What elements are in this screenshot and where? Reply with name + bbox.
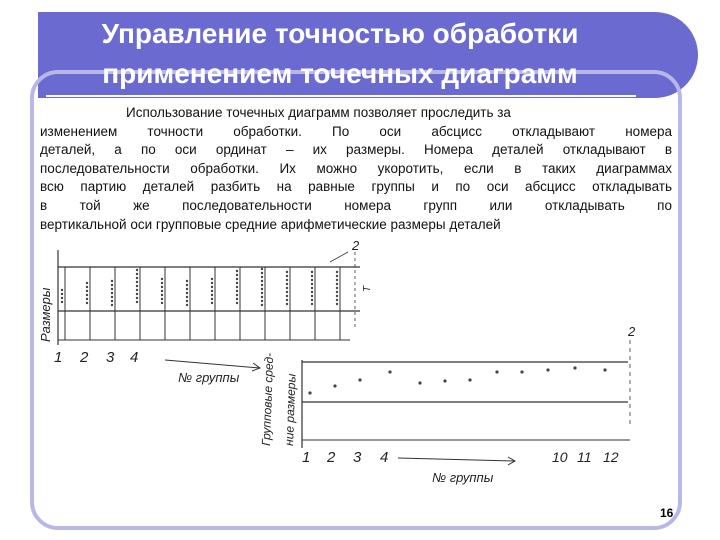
data-dot — [311, 275, 313, 277]
data-dot — [236, 294, 238, 296]
data-dot — [111, 292, 113, 294]
description-line: последовательности обработки. Их можно укоротить, если в таких диаграммах — [40, 160, 672, 176]
diagram-2-x-tick: 1 — [302, 449, 311, 466]
description-line: Использование точечных диаграмм позволяет проследить за — [126, 105, 511, 120]
data-dot — [336, 279, 338, 281]
data-dot — [261, 276, 263, 278]
data-dot — [161, 290, 163, 292]
group-mean-dot — [603, 368, 606, 371]
diagram-1-marker-label: 2 — [352, 238, 360, 253]
diagram-1 — [58, 250, 360, 371]
data-dot — [336, 283, 338, 285]
data-dot — [311, 287, 313, 289]
diagram-2-y-label-line-2: ние размеры — [282, 373, 299, 447]
diagram-1-x-tick: 2 — [80, 349, 89, 366]
diagram-1-y-label: Размеры — [38, 287, 53, 342]
description-line: вертикальной оси групповые средние арифметические размеры деталей — [40, 216, 501, 232]
data-dot — [286, 283, 288, 285]
diagram-2-x-tick: 3 — [353, 449, 362, 466]
data-dot — [311, 303, 313, 305]
group-mean-dot — [358, 378, 361, 381]
data-dot — [236, 278, 238, 280]
page-number: 16 — [660, 506, 674, 520]
group-mean-dot — [388, 370, 391, 373]
data-dot — [61, 289, 63, 291]
data-dot — [186, 292, 188, 294]
data-dot — [61, 301, 63, 303]
data-dot — [161, 286, 163, 288]
data-dot — [311, 283, 313, 285]
data-dot — [236, 274, 238, 276]
data-dot — [136, 273, 138, 275]
diagram-2-x-tick: 2 — [327, 449, 336, 466]
data-dot — [236, 298, 238, 300]
data-dot — [286, 271, 288, 273]
description-line: деталей, а по оси ординат – их размеры. Номера деталей откладывают в — [40, 142, 672, 158]
diagram-2 — [302, 340, 630, 465]
diagram-1-x-label: № группы — [178, 370, 240, 385]
data-dot — [336, 303, 338, 305]
data-dot — [311, 291, 313, 293]
data-dot — [111, 284, 113, 286]
data-dot — [336, 295, 338, 297]
data-dot — [286, 287, 288, 289]
data-dot — [261, 296, 263, 298]
description-line: в той же последовательности номера групп или откладывать по — [40, 197, 672, 213]
slide-title-line-2: применением точечных диаграмм — [102, 58, 578, 89]
group-mean-dot — [418, 381, 421, 384]
data-dot — [211, 278, 213, 280]
data-dot — [236, 270, 238, 272]
data-dot — [261, 268, 263, 270]
data-dot — [286, 291, 288, 293]
diagram-1-leader — [330, 252, 348, 262]
diagram-1-x-tick: 1 — [54, 349, 63, 366]
data-dot — [236, 286, 238, 288]
data-dot — [186, 296, 188, 298]
diagram-1-x-arrow — [165, 360, 260, 368]
data-dot — [211, 302, 213, 304]
group-mean-dot — [495, 370, 498, 373]
group-mean-dot — [546, 368, 549, 371]
data-dot — [161, 278, 163, 280]
data-dot — [311, 279, 313, 281]
data-dot — [211, 282, 213, 284]
data-dot — [86, 302, 88, 304]
data-dot — [236, 290, 238, 292]
diagram-2-x-tick: 12 — [603, 449, 619, 465]
data-dot — [111, 304, 113, 306]
data-dot — [136, 293, 138, 295]
diagram-2-x-arrow — [398, 458, 515, 461]
slide-title-line-1: Управление точностью обработки — [101, 18, 579, 49]
data-dot — [86, 286, 88, 288]
data-dot — [61, 293, 63, 295]
data-dot — [111, 296, 113, 298]
diagram-2-x-tick: 10 — [552, 449, 568, 465]
diagram-2-x-tick: 4 — [380, 449, 389, 466]
description-line: изменением точности обработки. По оси абсцисс откладывают номера — [40, 123, 672, 139]
data-dot — [286, 279, 288, 281]
data-dot — [286, 299, 288, 301]
data-dot — [286, 275, 288, 277]
data-dot — [136, 301, 138, 303]
data-dot — [211, 298, 213, 300]
group-mean-dot — [443, 379, 446, 382]
data-dot — [161, 302, 163, 304]
data-dot — [111, 300, 113, 302]
data-dot — [336, 299, 338, 301]
data-dot — [211, 290, 213, 292]
description-line: всю партию деталей разбить на равные группы и по оси абсцисс откладывать — [40, 179, 672, 195]
group-mean-dot — [333, 384, 336, 387]
data-dot — [86, 294, 88, 296]
data-dot — [86, 282, 88, 284]
data-dot — [261, 288, 263, 290]
group-mean-dot — [573, 366, 576, 369]
diagram-1-side-label: T — [362, 285, 373, 292]
diagram-2-marker-label: 2 — [628, 324, 636, 339]
data-dot — [336, 291, 338, 293]
data-dot — [136, 269, 138, 271]
data-dot — [261, 292, 263, 294]
group-mean-dot — [520, 370, 523, 373]
data-dot — [261, 304, 263, 306]
data-dot — [286, 295, 288, 297]
data-dot — [311, 299, 313, 301]
data-dot — [111, 288, 113, 290]
data-dot — [236, 302, 238, 304]
diagram-2-dots — [308, 366, 606, 394]
data-dot — [186, 288, 188, 290]
data-dot — [336, 271, 338, 273]
data-dot — [86, 298, 88, 300]
data-dot — [186, 304, 188, 306]
data-dot — [136, 281, 138, 283]
data-dot — [261, 280, 263, 282]
data-dot — [111, 280, 113, 282]
data-dot — [161, 294, 163, 296]
diagram-2-y-label-line-1: Групповые сред- — [259, 352, 277, 447]
diagram-1-dots — [61, 268, 338, 306]
data-dot — [186, 280, 188, 282]
data-dot — [86, 290, 88, 292]
data-dot — [336, 275, 338, 277]
data-dot — [261, 284, 263, 286]
data-dot — [261, 272, 263, 274]
data-dot — [61, 297, 63, 299]
diagram-2-x-tick: 11 — [577, 449, 592, 465]
data-dot — [311, 295, 313, 297]
data-dot — [136, 289, 138, 291]
data-dot — [186, 300, 188, 302]
data-dot — [136, 277, 138, 279]
data-dot — [211, 286, 213, 288]
data-dot — [261, 300, 263, 302]
data-dot — [336, 287, 338, 289]
diagram-1-group-lines — [65, 267, 340, 340]
group-mean-dot — [468, 378, 471, 381]
data-dot — [136, 285, 138, 287]
diagram-2-x-label: № группы — [432, 470, 494, 485]
data-dot — [161, 282, 163, 284]
data-dot — [186, 284, 188, 286]
diagram-1-x-tick: 4 — [130, 349, 139, 366]
diagram-1-x-tick: 3 — [106, 349, 115, 366]
data-dot — [236, 282, 238, 284]
data-dot — [311, 271, 313, 273]
data-dot — [136, 297, 138, 299]
data-dot — [161, 298, 163, 300]
data-dot — [286, 303, 288, 305]
data-dot — [211, 294, 213, 296]
group-mean-dot — [308, 391, 311, 394]
